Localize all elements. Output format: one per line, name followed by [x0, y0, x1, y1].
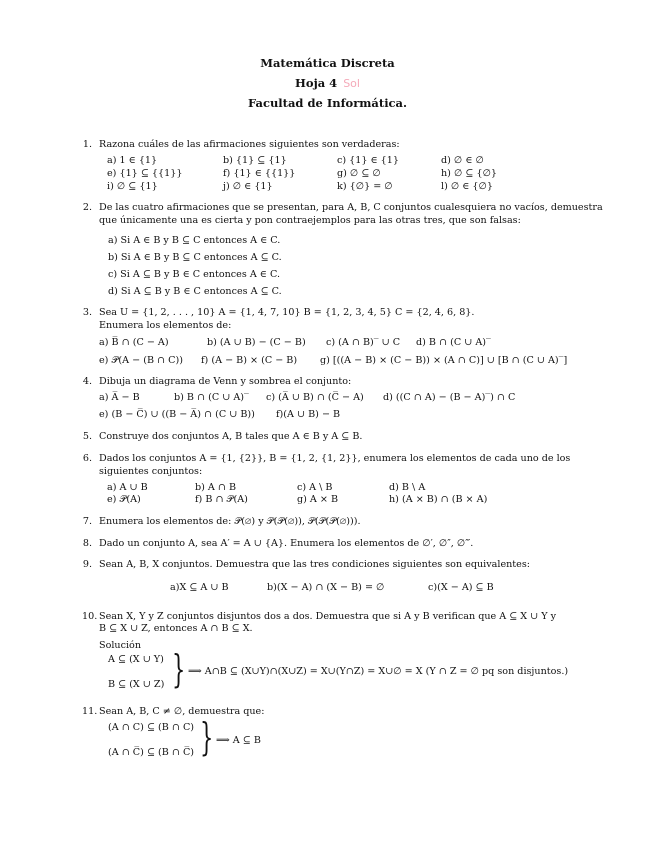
question-text: Sean A, B, C ≠ ∅, demuestra que: [99, 706, 265, 717]
list-item: l) ∅ ∈ {∅} [441, 181, 493, 192]
solution-label: Solución [99, 640, 141, 651]
condition: (A ∩ C̅) ⊆ (B ∩ C̅) [108, 747, 195, 758]
list-item: c) {1} ∈ {1} [337, 155, 399, 166]
list-item: d) B ∩ (C ∪ A)‾ [416, 337, 491, 348]
list-item: c) A \ B [297, 482, 333, 493]
question-text: Construye dos conjuntos A, B tales que A ∈ B y A ⊆ B. [99, 431, 363, 442]
list-item: b)(X − A) ∩ (X − B) = ∅ [267, 582, 385, 593]
question-number: 7. [82, 516, 92, 527]
list-item: c) (A̅ ∪ B) ∩ (C̅ − A) [266, 392, 364, 403]
list-item: a) B̅ ∩ (C − A) [99, 337, 169, 348]
question-text: B ⊆ X ∪ Z, entonces A ∩ B ⊆ X. [99, 623, 253, 634]
brace-icon: } [200, 715, 214, 759]
question-text: Sea U = {1, 2, . . . , 10} A = {1, 4, 7, 10} B = {1, 2, 3, 4, 5} C = {2, 4, 6, 8}. [99, 307, 475, 318]
list-item: k) {∅} = ∅ [337, 181, 393, 192]
list-item: f) B ∩ 𝒫(A) [195, 494, 248, 505]
list-item: h) ∅ ⊆ {∅} [441, 168, 498, 179]
question-number: 11. [82, 706, 98, 717]
conclusion: ⟹ A ⊆ B [216, 735, 261, 746]
sheet-title [0, 76, 655, 90]
question-text: Sean X, Y y Z conjuntos disjuntos dos a dos. Demuestra que si A y B verifican que A ⊆ X ∪ Y y [99, 611, 557, 622]
course-title: Matemática Discreta [260, 56, 395, 70]
list-item: f) {1} ∈ {{1}} [223, 168, 296, 179]
list-item: e) {1} ⊆ {{1}} [107, 168, 183, 179]
list-item: f)(A ∪ B) − B [276, 409, 341, 420]
list-item: j) ∅ ∈ {1} [223, 181, 273, 192]
faculty-title: Facultad de Informática. [247, 96, 408, 110]
list-item: a) 1 ∈ {1} [107, 155, 158, 166]
question-text: Dado un conjunto A, sea A′ = A ∪ {A}. Enumera los elementos de ∅′, ∅″, ∅‴. [99, 538, 474, 549]
question-number: 10. [82, 611, 98, 622]
list-item: b) B ∩ (C ∪ A)‾ [174, 392, 249, 403]
condition: B ⊆ (X ∪ Z) [108, 679, 165, 690]
question-number: 3. [82, 307, 92, 318]
question-text: Dibuja un diagrama de Venn y sombrea el conjunto: [99, 376, 352, 387]
list-item: a) A̅ − B [99, 392, 140, 403]
question-number: 2. [82, 202, 92, 213]
question-text: Razona cuáles de las afirmaciones siguientes son verdaderas: [99, 139, 400, 150]
list-item: d) Si A ⊆ B y B ∈ C entonces A ⊆ C. [108, 286, 282, 297]
condition: (A ∩ C) ⊆ (B ∩ C) [108, 722, 195, 733]
question-text: Enumera los elementos de: [99, 320, 232, 331]
brace-icon: } [172, 647, 186, 691]
sheet-number: Hoja 4 [295, 76, 338, 90]
question-text: siguientes conjuntos: [99, 466, 203, 477]
list-item: d) ∅ ∈ ∅ [441, 155, 484, 166]
list-item: b) {1} ⊆ {1} [223, 155, 287, 166]
question-text: Enumera los elementos de: 𝒫(∅) y 𝒫(𝒫(∅)), 𝒫(𝒫(𝒫(∅))). [99, 516, 361, 527]
question-text: Sean A, B, X conjuntos. Demuestra que las tres condiciones siguientes son equivalentes: [99, 559, 530, 570]
list-item: b) A ∩ B [195, 482, 237, 493]
condition: A ⊆ (X ∪ Y) [108, 654, 164, 665]
question-text: que únicamente una es cierta y pon contraejemplos para las otras tres, que son falsas: [99, 215, 521, 226]
question-number: 8. [82, 538, 92, 549]
list-item: f) (A − B) × (C − B) [201, 355, 298, 366]
list-item: c)(X − A) ⊆ B [428, 582, 494, 593]
list-item: g) A × B [297, 494, 339, 505]
question-text: Dados los conjuntos A = {1, {2}}, B = {1, 2, {1, 2}}, enumera los elementos de cada uno de los [99, 453, 571, 464]
conclusion: ⟹ A∩B ⊆ (X∪Y)∩(X∪Z) = X∪(Y∩Z) = X∪∅ = X (Y ∩ Z = ∅ pq son disjuntos.) [188, 666, 569, 677]
question-number: 6. [82, 453, 92, 464]
list-item: e) 𝒫(A − (B ∩ C)) [99, 355, 183, 366]
question-number: 4. [82, 376, 92, 387]
list-item: h) (A × B) ∩ (B × A) [389, 494, 488, 505]
question-number: 5. [82, 431, 92, 442]
list-item: c) (A ∩ B)‾ ∪ C [326, 337, 401, 348]
list-item: g) [((A − B) × (C − B)) × (A ∩ C)] ∪ [B ∩ (C ∪ A)‾] [320, 355, 568, 366]
question-number: 9. [82, 559, 92, 570]
list-item: e) (B − C̅) ∪ ((B − A̅) ∩ (C ∪ B)) [99, 409, 255, 420]
list-item: a) Si A ∈ B y B ⊆ C entonces A ∈ C. [108, 235, 281, 246]
question-text: De las cuatro afirmaciones que se presentan, para A, B, C conjuntos cualesquiera no vacíos, demuestra [99, 202, 603, 213]
sol-annotation: Sol [343, 77, 360, 90]
list-item: c) Si A ⊆ B y B ∈ C entonces A ∈ C. [108, 269, 280, 280]
list-item: a) A ∪ B [107, 482, 148, 493]
list-item: b) (A ∪ B) − (C − B) [207, 337, 306, 348]
question-number: 1. [82, 139, 92, 150]
list-item: d) B \ A [389, 482, 426, 493]
list-item: i) ∅ ⊆ {1} [107, 181, 158, 192]
list-item: e) 𝒫(A) [107, 494, 141, 505]
list-item: a)X ⊆ A ∪ B [170, 582, 229, 593]
list-item: g) ∅ ⊆ ∅ [337, 168, 381, 179]
list-item: d) ((C ∩ A) − (B − A)‾) ∩ C [383, 392, 516, 403]
list-item: b) Si A ∈ B y B ⊆ C entonces A ⊆ C. [108, 252, 282, 263]
